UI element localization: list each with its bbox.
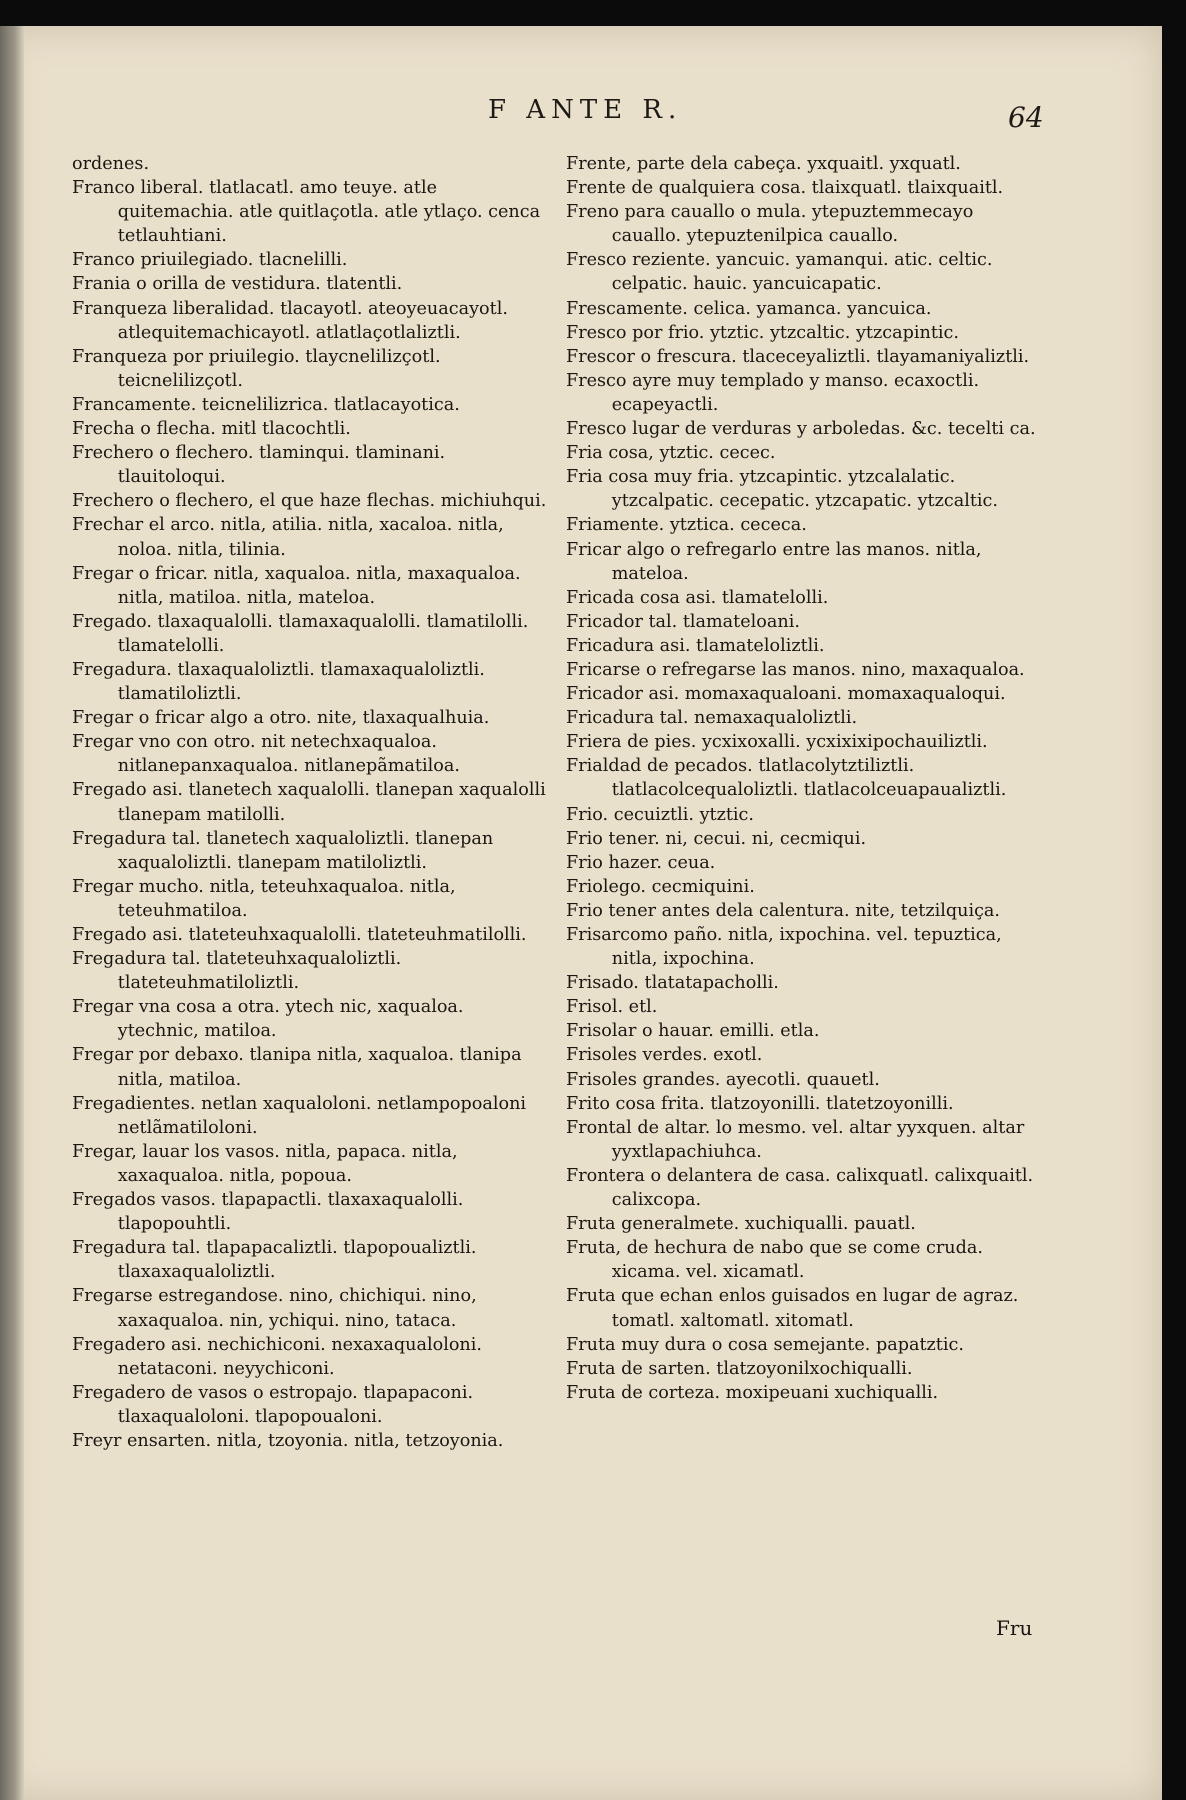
dictionary-entry: Frescamente. celica. yamanca. yancuica. <box>566 298 932 319</box>
dictionary-entry: Frescor o frescura. tlaceceyaliztli. tlayamaniyaliztli. <box>566 346 1030 367</box>
dictionary-entry: Frisolar o hauar. emilli. etla. <box>566 1021 820 1042</box>
dictionary-entry: Frente, parte dela cabeça. yxquaitl. yxquatl. <box>566 154 961 174</box>
dictionary-entry: Fregar por debaxo. tlanipa nitla, xaqualoa. tlanipa nitla, matiloa. <box>72 1045 522 1090</box>
dictionary-entry: Freno para cauallo o mula. ytepuztemmecayo cauallo. ytepuztenilpica cauallo. <box>566 202 974 247</box>
dictionary-entry: Frechar el arco. nitla, atilia. nitla, xacaloa. nitla, noloa. nitla, tilinia. <box>72 515 504 560</box>
dictionary-entry: Fresco ayre muy templado y manso. ecaxoctli. ecapeyactli. <box>566 370 980 415</box>
dictionary-entry: Freyr ensarten. nitla, tzoyonia. nitla, tetzoyonia. <box>72 1430 504 1451</box>
dictionary-entry: Fregar vna cosa a otra. ytech nic, xaqualoa. ytechnic, matiloa. <box>72 997 464 1042</box>
dictionary-entry: Frechero o flechero. tlaminqui. tlaminani. tlauitoloqui. <box>72 443 446 488</box>
dictionary-entry: ordenes. <box>72 154 150 174</box>
dictionary-entry: Fruta, de hechura de nabo que se come cruda. xicama. vel. xicamatl. <box>566 1238 983 1283</box>
dictionary-entry: Fresco por frio. ytztic. ytzcaltic. ytzcapintic. <box>566 322 959 343</box>
dictionary-entry: Fregar o fricar. nitla, xaqualoa. nitla, maxaqualoa. nitla, matiloa. nitla, mateloa. <box>72 563 521 608</box>
left-column <box>72 152 548 1453</box>
dictionary-entry: Fregado asi. tlateteuhxaqualolli. tlateteuhmatilolli. <box>72 925 527 945</box>
dictionary-entry: Fruta de sarten. tlatzoyonilxochiqualli. <box>566 1358 913 1379</box>
dictionary-entry: Fregar mucho. nitla, teteuhxaqualoa. nitla, teteuhmatiloa. <box>72 876 456 921</box>
dictionary-entry: Frisoles verdes. exotl. <box>566 1045 763 1066</box>
dictionary-entry: Frio hazer. ceua. <box>566 852 716 873</box>
dictionary-entry: Fricada cosa asi. tlamatelolli. <box>566 587 829 608</box>
dictionary-entry: Frechero o flechero, el que haze flechas. michiuhqui. <box>72 491 547 512</box>
dictionary-entry: Frisarcomo paño. nitla, ixpochina. vel. tepuztica, nitla, ixpochina. <box>566 925 1002 970</box>
dictionary-entry: Franqueza por priuilegio. tlaycnelilizçotl. teicnelilizçotl. <box>72 346 441 391</box>
dictionary-entry: Frisoles grandes. ayecotli. quauetl. <box>566 1069 880 1090</box>
dictionary-entry: Frecha o flecha. mitl tlacochtli. <box>72 419 351 440</box>
dictionary-entry: Fregar, lauar los vasos. nitla, papaca. nitla, xaxaqualoa. nitla, popoua. <box>72 1141 458 1186</box>
dictionary-entry: Friera de pies. ycxixoxalli. ycxixixipochauiliztli. <box>566 732 988 753</box>
dictionary-entry: Fria cosa, ytztic. cecec. <box>566 443 776 464</box>
dictionary-entry: Frente de qualquiera cosa. tlaixquatl. tlaixquaitl. <box>566 178 1004 199</box>
dictionary-entry: Fregadero de vasos o estropajo. tlapapaconi. tlaxaqualoloni. tlapopoualoni. <box>72 1382 474 1427</box>
dictionary-entry: Fregar vno con otro. nit netechxaqualoa. nitlanepanxaqualoa. nitlanepãmatiloa. <box>72 732 460 777</box>
dictionary-entry: Fricadura tal. nemaxaqualoliztli. <box>566 708 858 729</box>
running-head: F ANTE R. <box>488 95 683 125</box>
dictionary-entry: Fregado asi. tlanetech xaqualolli. tlanepan xaqualolli tlanepam matilolli. <box>72 780 546 825</box>
page-number: 64 <box>1008 101 1044 134</box>
dictionary-entry: Frontera o delantera de casa. calixquatl. calixquaitl. calixcopa. <box>566 1165 1034 1211</box>
dictionary-entry: Frio. cecuiztli. ytztic. <box>566 804 754 825</box>
dictionary-entry: Fregar o fricar algo a otro. nite, tlaxaqualhuia. <box>72 708 490 729</box>
dictionary-entry: Frontal de altar. lo mesmo. vel. altar yyxquen. altar yyxtlapachiuhca. <box>566 1117 1025 1162</box>
page-gutter <box>0 26 24 1800</box>
dictionary-entry: Frio tener. ni, cecui. ni, cecmiqui. <box>566 828 867 849</box>
dictionary-entry: Fregados vasos. tlapapactli. tlaxaxaqualolli. tlapopouhtli. <box>72 1190 464 1235</box>
dictionary-entry: Friolego. cecmiquini. <box>566 876 755 897</box>
dictionary-entry: Fregadura tal. tlanetech xaqualoliztli. tlanepan xaqualoliztli. tlanepam matiloliztli. <box>72 828 494 873</box>
dictionary-entry: Fresco reziente. yancuic. yamanqui. atic. celtic. celpatic. hauic. yancuicapatic. <box>566 250 993 295</box>
dictionary-entry: Friamente. ytztica. cececa. <box>566 515 807 536</box>
dictionary-entry: Fricador tal. tlamateloani. <box>566 611 800 632</box>
dictionary-entry: Frialdad de pecados. tlatlacolytztiliztli. tlatlacolcequaloliztli. tlatlacolceuapaualiztli. <box>566 756 1007 801</box>
catchword: Fru <box>996 1616 1033 1640</box>
right-column <box>566 152 1040 1405</box>
dictionary-entry: Franqueza liberalidad. tlacayotl. ateoyeuacayotl. atlequitemachicayotl. atlatlaçotlaliztli. <box>72 298 508 343</box>
dictionary-entry: Frisol. etl. <box>566 997 658 1018</box>
dictionary-entry: Fregadura. tlaxaqualoliztli. tlamaxaqualoliztli. tlamatiloliztli. <box>72 659 485 705</box>
dictionary-entry: Fregadero asi. nechichiconi. nexaxaqualoloni. netataconi. neyychiconi. <box>72 1334 482 1379</box>
dictionary-entry: Fruta que echan enlos guisados en lugar de agraz. tomatl. xaltomatl. xitomatl. <box>566 1286 1019 1331</box>
dictionary-entry: Frisado. tlatatapacholli. <box>566 973 779 994</box>
dictionary-entry: Fregadientes. netlan xaqualoloni. netlampopoaloni netlãmatiloloni. <box>72 1093 527 1138</box>
dictionary-entry: Fregado. tlaxaqualolli. tlamaxaqualolli. tlamatilolli. tlamatelolli. <box>72 611 529 656</box>
dictionary-entry: Frania o orilla de vestidura. tlatentli. <box>72 274 403 295</box>
dictionary-entry: Fria cosa muy fria. ytzcapintic. ytzcalalatic. ytzcalpatic. cecepatic. ytzcapatic. ytzcaltic. <box>566 467 999 512</box>
dictionary-entry: Fricadura asi. tlamateloliztli. <box>566 635 825 656</box>
dictionary-entry: Fregarse estregandose. nino, chichiqui. nino, xaxaqualoa. nin, ychiqui. nino, tataca. <box>72 1286 477 1331</box>
dictionary-entry: Francamente. teicnelilizrica. tlatlacayotica. <box>72 394 460 415</box>
dictionary-entry: Fricar algo o refregarlo entre las manos. nitla, mateloa. <box>566 539 982 584</box>
dictionary-entry: Fregadura tal. tlapapacaliztli. tlapopoualiztli. tlaxaxaqualoliztli. <box>72 1238 477 1283</box>
dictionary-entry: Fruta muy dura o cosa semejante. papatztic. <box>566 1334 964 1355</box>
dictionary-entry: Fresco lugar de verduras y arboledas. &c. tecelti ca. <box>566 419 1036 440</box>
dictionary-entry: Fricador asi. momaxaqualoani. momaxaqualoqui. <box>566 684 1006 705</box>
dictionary-entry: Frio tener antes dela calentura. nite, tetzilquiça. <box>566 900 1001 921</box>
dictionary-entry: Fregadura tal. tlateteuhxaqualoliztli. tlateteuhmatiloliztli. <box>72 949 402 994</box>
dictionary-entry: Frito cosa frita. tlatzoyonilli. tlatetzoyonilli. <box>566 1093 954 1114</box>
dictionary-entry: Franco liberal. tlatlacatl. amo teuye. atle quitemachia. atle quitlaçotla. atle ytlaço. cenca tetlauhtiani. <box>72 178 541 247</box>
dictionary-entry: Fricarse o refregarse las manos. nino, maxaqualoa. <box>566 659 1025 680</box>
dictionary-entry: Fruta generalmete. xuchiqualli. pauatl. <box>566 1214 916 1235</box>
dictionary-entry: Fruta de corteza. moxipeuani xuchiqualli. <box>566 1382 939 1403</box>
dictionary-entry: Franco priuilegiado. tlacnelilli. <box>72 250 348 271</box>
